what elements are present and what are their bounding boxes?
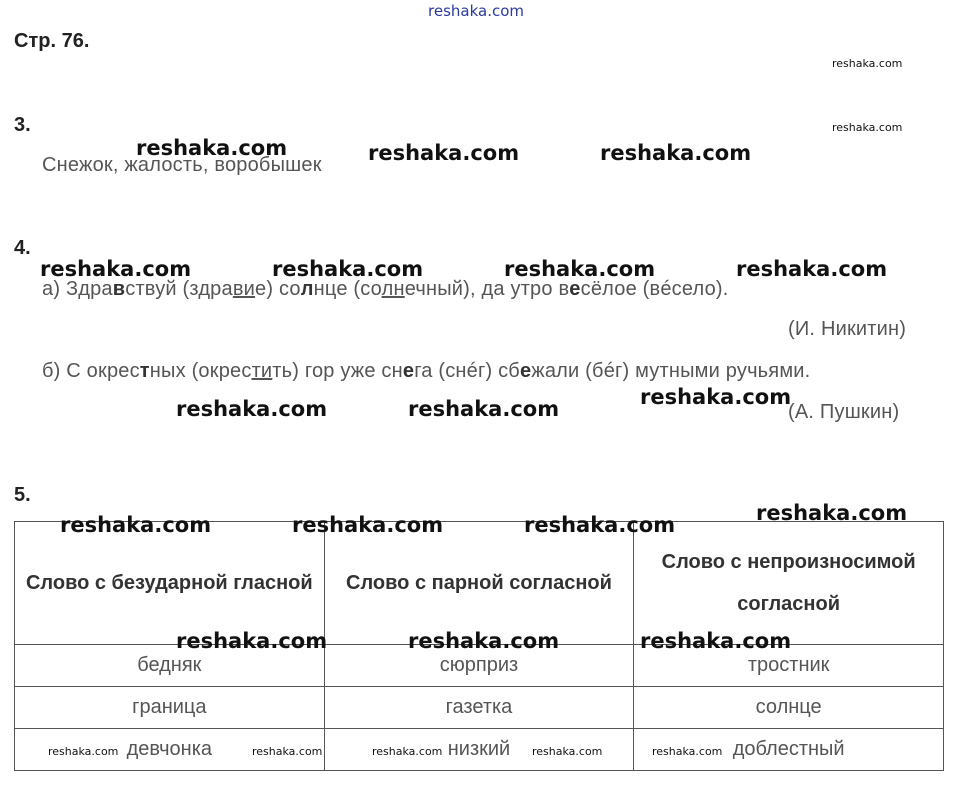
watermark-small: reshaka.com — [832, 121, 903, 134]
table-cell: сюрприз — [324, 645, 634, 687]
watermark: reshaka.com — [756, 501, 908, 525]
task-3-number: 3. — [14, 114, 31, 136]
watermark-small: reshaka.com — [48, 745, 119, 758]
watermark: reshaka.com — [736, 257, 888, 281]
task-4b-author: (А. Пушкин) — [788, 401, 900, 423]
header-silent-consonant: Слово с непроизносимой согласной — [634, 522, 944, 645]
sentence-part: б) С окрес — [42, 360, 140, 382]
watermark: reshaka.com — [176, 629, 328, 653]
table-cell: бедняк — [15, 645, 325, 687]
table-cell: низкий — [324, 729, 634, 771]
highlight-letter: т — [139, 360, 150, 382]
table-cell: солнце — [634, 687, 944, 729]
check-letters: ти — [251, 360, 273, 382]
table-cell: тростник — [634, 645, 944, 687]
watermark: reshaka.com — [640, 629, 792, 653]
table-row — [15, 729, 944, 771]
sentence-part: ствуй (здра — [125, 278, 233, 300]
table-cell: газетка — [324, 687, 634, 729]
watermark: reshaka.com — [40, 257, 192, 281]
watermark: reshaka.com — [368, 141, 520, 165]
task-4a-sentence — [42, 278, 729, 301]
highlight-letter: е — [519, 360, 532, 382]
sentence-part: нце (со — [313, 278, 382, 300]
page-reference: Стр. 76. — [14, 30, 90, 52]
header-unstressed-vowel: Слово с безударной гласной — [15, 522, 325, 645]
table-cell: девчонка — [15, 729, 325, 771]
watermark: reshaka.com — [176, 397, 328, 421]
watermark-small: reshaka.com — [532, 745, 603, 758]
watermark: reshaka.com — [408, 629, 560, 653]
task-4a-author: (И. Никитин) — [788, 318, 907, 340]
table-row — [15, 687, 944, 729]
watermark: reshaka.com — [136, 136, 288, 160]
watermark-small: reshaka.com — [252, 745, 323, 758]
highlight-letter: е — [569, 278, 581, 300]
table-header-row — [15, 522, 944, 645]
sentence-part: а) Здра — [42, 278, 113, 300]
task-4b-sentence — [42, 360, 810, 383]
check-letters: лн — [381, 278, 405, 300]
watermark: reshaka.com — [272, 257, 424, 281]
task-5-number: 5. — [14, 484, 31, 506]
sentence-part: га (снéг) сб — [414, 360, 520, 382]
header-paired-consonant: Слово с парной согласной — [324, 522, 634, 645]
watermark: reshaka.com — [640, 385, 792, 409]
highlight-letter: л — [300, 278, 314, 300]
table-cell: граница — [15, 687, 325, 729]
watermark: reshaka.com — [408, 397, 560, 421]
table-cell: доблестный — [634, 729, 944, 771]
watermark: reshaka.com — [504, 257, 656, 281]
sentence-part: е) со — [255, 278, 301, 300]
sentence-part: ть) гор уже сн — [272, 360, 403, 382]
highlight-letter: е — [402, 360, 415, 382]
top-watermark[interactable]: reshaka.com — [428, 2, 524, 20]
watermark-small: reshaka.com — [652, 745, 723, 758]
watermark: reshaka.com — [60, 513, 212, 537]
sentence-part: жали (бéг) мутными ручьями. — [531, 360, 811, 382]
sentence-part: ечный), да утро в — [404, 278, 570, 300]
check-letters: ви — [232, 278, 256, 300]
sentence-part: сёлое (вéсело). — [580, 278, 729, 300]
highlight-letter: в — [112, 278, 126, 300]
task-3-text: Снежок, жалость, воробышек — [42, 154, 322, 176]
watermark: reshaka.com — [600, 141, 752, 165]
watermark: reshaka.com — [524, 513, 676, 537]
task-4-number: 4. — [14, 237, 31, 259]
watermark-small: reshaka.com — [372, 745, 443, 758]
sentence-part: ных (окрес — [149, 360, 252, 382]
watermark-small: reshaka.com — [832, 57, 903, 70]
watermark: reshaka.com — [292, 513, 444, 537]
